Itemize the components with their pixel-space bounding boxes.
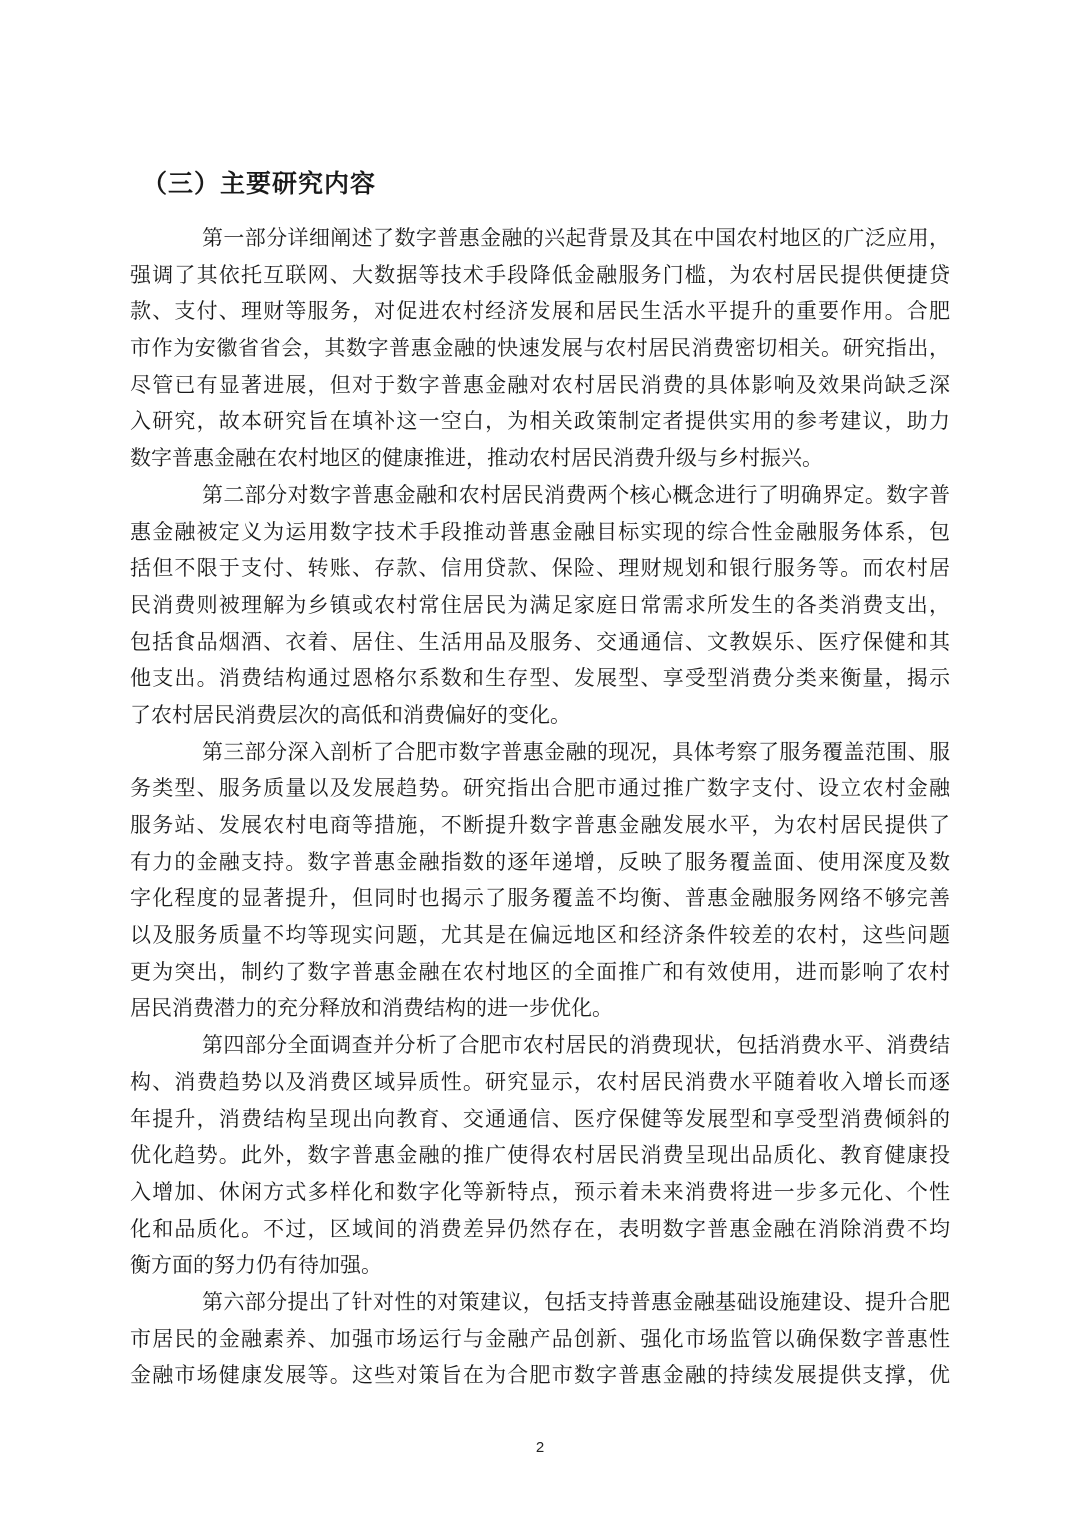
paragraph-line: 第四部分全面调查并分析了合肥市农村居民的消费现状，包括消费水平、消费结 [202,1033,950,1058]
paragraph [130,734,950,1028]
paragraph-line: 入增加、休闲方式多样化和数字化等新特点，预示着未来消费将进一步多元化、个性 [130,1179,950,1204]
paragraph [130,477,950,734]
paragraph-line: 第二部分对数字普惠金融和农村居民消费两个核心概念进行了明确界定。数字普 [202,482,950,507]
paragraph-line: 第三部分深入剖析了合肥市数字普惠金融的现况，具体考察了服务覆盖范围、服 [202,739,950,764]
paragraph-line: 入研究，故本研究旨在填补这一空白，为相关政策制定者提供实用的参考建议，助力 [130,409,950,434]
paragraph-line: 金融市场健康发展等。这些对策旨在为合肥市数字普惠金融的持续发展提供支撑，优 [130,1363,950,1388]
paragraph-line: 款、支付、理财等服务，对促进农村经济发展和居民生活水平提升的重要作用。合肥 [130,299,950,324]
paragraph-line: 数字普惠金融在农村地区的健康推进，推动农村居民消费升级与乡村振兴。 [130,446,823,471]
paragraph-line: 第一部分详细阐述了数字普惠金融的兴起背景及其在中国农村地区的广泛应用， [202,226,950,250]
paragraph-line: 更为突出，制约了数字普惠金融在农村地区的全面推广和有效使用，进而影响了农村 [130,959,950,984]
section-heading: （三）主要研究内容 [142,169,377,198]
paragraph-line: 居民消费潜力的充分释放和消费结构的进一步优化。 [130,996,613,1021]
paragraph-line: 务类型、服务质量以及发展趋势。研究指出合肥市通过推广数字支付、设立农村金融 [130,776,950,801]
paragraph-line: 强调了其依托互联网、大数据等技术手段降低金融服务门槛，为农村居民提供便捷贷 [130,262,950,287]
paragraph-line: 构、消费趋势以及消费区域异质性。研究显示，农村居民消费水平随着收入增长而逐 [130,1069,950,1094]
paragraph [130,1027,950,1284]
paragraph-line: 市作为安徽省省会，其数字普惠金融的快速发展与农村居民消费密切相关。研究指出， [130,336,950,361]
paragraph-line: 第六部分提出了针对性的对策建议，包括支持普惠金融基础设施建设、提升合肥 [202,1289,950,1314]
paragraph-line: 年提升，消费结构呈现出向教育、交通通信、医疗保健等发展型和享受型消费倾斜的 [130,1106,950,1131]
paragraph-line: 惠金融被定义为运用数字技术手段推动普惠金融目标实现的综合性金融服务体系，包 [130,519,950,544]
paragraph-line: 化和品质化。不过，区域间的消费差异仍然存在，表明数字普惠金融在消除消费不均 [130,1216,950,1241]
paragraph-line: 衡方面的努力仍有待加强。 [130,1253,382,1278]
paragraph-line: 括但不限于支付、转账、存款、信用贷款、保险、理财规划和银行服务等。而农村居 [130,556,950,581]
paragraph-line: 有力的金融支持。数字普惠金融指数的逐年递增，反映了服务覆盖面、使用深度及数 [130,849,950,874]
paragraph-line: 包括食品烟酒、衣着、居住、生活用品及服务、交通通信、文教娱乐、医疗保健和其 [130,629,950,654]
paragraph-line: 以及服务质量不均等现实问题，尤其是在偏远地区和经济条件较差的农村，这些问题 [130,923,950,948]
paragraph-line: 尽管已有显著进展，但对于数字普惠金融对农村居民消费的具体影响及效果尚缺乏深 [130,372,950,397]
paragraph-line: 字化程度的显著提升，但同时也揭示了服务覆盖不均衡、普惠金融服务网络不够完善 [130,886,950,911]
paragraph-line: 民消费则被理解为乡镇或农村常住居民为满足家庭日常需求所发生的各类消费支出， [130,592,950,617]
page-number: 2 [535,1439,545,1456]
body-text [130,220,950,1394]
paragraph-line: 市居民的金融素养、加强市场运行与金融产品创新、强化市场监管以确保数字普惠性 [130,1326,950,1351]
paragraph [130,220,950,477]
paragraph-line: 他支出。消费结构通过恩格尔系数和生存型、发展型、享受型消费分类来衡量，揭示 [130,666,950,691]
paragraph-line: 了农村居民消费层次的高低和消费偏好的变化。 [130,702,571,727]
paragraph-line: 服务站、发展农村电商等措施，不断提升数字普惠金融发展水平，为农村居民提供了 [130,813,950,837]
paragraph-line: 优化趋势。此外，数字普惠金融的推广使得农村居民消费呈现出品质化、教育健康投 [130,1143,950,1168]
paragraph [130,1284,950,1394]
